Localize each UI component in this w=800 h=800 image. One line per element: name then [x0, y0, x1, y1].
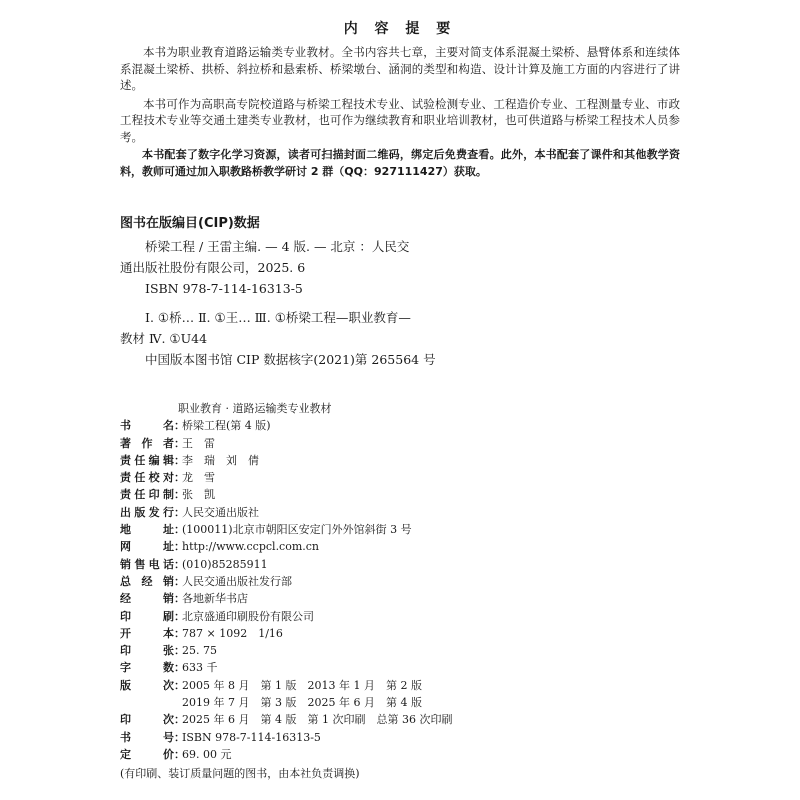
publication-row — [120, 642, 550, 659]
label-colon: ： — [174, 419, 185, 433]
publication-info — [120, 400, 550, 783]
label-colon: ： — [174, 453, 185, 467]
publication-value: 69. 00 元 — [182, 747, 232, 761]
publication-value: http://www.ccpcl.com.cn — [182, 540, 320, 554]
publication-label: 定价 — [120, 747, 174, 761]
publication-value-continued: 2019 年 7 月 第 3 版 2025 年 6 月 第 4 版 — [182, 696, 422, 710]
label-colon: ： — [174, 661, 185, 675]
publication-label: 责任编辑 — [120, 453, 174, 467]
label-colon: ： — [174, 557, 185, 571]
publication-row — [120, 469, 550, 486]
publication-value: 各地新华书店 — [182, 592, 248, 606]
label-colon: ： — [174, 436, 185, 450]
publication-label: 开本 — [120, 626, 174, 640]
summary-title: 内 容 提 要 — [343, 21, 457, 37]
publication-label: 书号 — [120, 730, 174, 744]
label-colon: ： — [174, 678, 185, 692]
summary-paragraph: 本书可作为高职高专院校道路与桥梁工程技术专业、试验检测专业、工程造价专业、工程测量专业、市政工程技术专业等交通土建类专业教材，也可作为继续教育和职业培训教材，也可供道路与桥梁工程技术人员参考。 — [120, 96, 680, 144]
cip-line: 教材 Ⅳ. ①U44 — [120, 331, 208, 346]
publication-value: 王 雷 — [182, 436, 215, 450]
publication-value: 787 × 1092 1/16 — [182, 626, 283, 640]
label-colon: ： — [174, 471, 185, 485]
publication-value: (100011)北京市朝阳区安定门外外馆斜街 3 号 — [182, 523, 412, 537]
label-colon: ： — [174, 747, 185, 761]
publication-label: 责任校对 — [120, 471, 174, 485]
publication-label: 地址 — [120, 523, 174, 537]
publication-label: 著作者 — [120, 436, 174, 450]
series-name: 职业教育 · 道路运输类专业教材 — [178, 402, 332, 415]
publication-row — [120, 486, 550, 503]
publication-value: 2025 年 6 月 第 4 版 第 1 次印刷 总第 36 次印刷 — [182, 713, 453, 727]
cip-block — [120, 236, 540, 370]
publication-value: 李 瑞 刘 倩 — [182, 453, 259, 467]
publication-row — [120, 729, 550, 746]
label-colon: ： — [174, 730, 185, 744]
publication-label: 销售电话 — [120, 557, 174, 571]
publication-label: 版次 — [120, 678, 174, 692]
label-colon: ： — [174, 488, 185, 502]
publication-row — [120, 538, 550, 555]
quality-note: (有印刷、装订质量问题的图书，由本社负责调换) — [120, 767, 360, 781]
cip-line: 中国版本图书馆 CIP 数据核字(2021)第 265564 号 — [145, 352, 436, 367]
publication-value: 25. 75 — [182, 644, 217, 658]
publication-label: 总经销 — [120, 574, 174, 588]
label-colon: ： — [174, 644, 185, 658]
publication-value: 北京盛通印刷股份有限公司 — [182, 609, 314, 623]
publication-row — [120, 504, 550, 521]
publication-label: 印次 — [120, 713, 174, 727]
publication-value: 张 凯 — [182, 488, 215, 502]
label-colon: ： — [174, 505, 185, 519]
summary-section — [120, 44, 680, 182]
publication-row — [120, 556, 550, 573]
publication-row — [120, 521, 550, 538]
publication-row — [120, 746, 550, 763]
publication-value: ISBN 978-7-114-16313-5 — [182, 730, 321, 744]
label-colon: ： — [174, 574, 185, 588]
publication-rows — [120, 417, 550, 763]
publication-label: 书名 — [120, 419, 174, 433]
cip-line: 桥梁工程 / 王雷主编. — 4 版. — 北京 ：人民交 — [145, 239, 410, 254]
publication-row — [120, 677, 550, 694]
publication-row — [120, 590, 550, 607]
publication-row — [120, 417, 550, 434]
publication-label: 责任印制 — [120, 488, 174, 502]
digital-resource-note: 本书配套了数字化学习资源，读者可扫描封面二维码，绑定后免费查看。此外，本书配套了课件和其他教学资料，教师可通过加入职教路桥教学研讨 2 群（QQ：927111427）获取。 — [120, 148, 680, 178]
publication-value: 人民交通出版社发行部 — [182, 574, 292, 588]
publication-value: (010)85285911 — [182, 557, 268, 571]
publication-value: 人民交通出版社 — [182, 505, 259, 519]
publication-row — [120, 608, 550, 625]
cip-line: 通出版社股份有限公司，2025. 6 — [120, 260, 306, 275]
cip-title: 图书在版编目(CIP)数据 — [120, 216, 260, 231]
publication-value: 2005 年 8 月 第 1 版 2013 年 1 月 第 2 版 — [182, 678, 422, 692]
publication-row — [120, 659, 550, 676]
publication-value: 龙 雪 — [182, 471, 215, 485]
cip-line: ISBN 978-7-114-16313-5 — [145, 281, 303, 296]
publication-row — [120, 452, 550, 469]
publication-label: 经销 — [120, 592, 174, 606]
label-colon: ： — [174, 626, 185, 640]
publication-value: 桥梁工程(第 4 版) — [182, 419, 271, 433]
publication-label: 网址 — [120, 540, 174, 554]
publication-row — [120, 625, 550, 642]
label-colon: ： — [174, 592, 185, 606]
publication-label: 字数 — [120, 661, 174, 675]
label-colon: ： — [174, 523, 185, 537]
cip-line: Ⅰ. ①桥… Ⅱ. ①王… Ⅲ. ①桥梁工程—职业教育— — [145, 310, 411, 325]
publication-row — [120, 711, 550, 728]
publication-row — [120, 573, 550, 590]
publication-row — [120, 435, 550, 452]
publication-label: 印张 — [120, 644, 174, 658]
summary-paragraph: 本书为职业教育道路运输类专业教材。全书内容共七章，主要对简支体系混凝土梁桥、悬臂体系和连续体系混凝土梁桥、拱桥、斜拉桥和悬索桥、桥梁墩台、涵洞的类型和构造、设计计算及施工方面的内容进行了讲述。 — [120, 45, 680, 92]
publication-label: 出版发行 — [120, 505, 174, 519]
label-colon: ： — [174, 609, 185, 623]
publication-value: 633 千 — [182, 661, 218, 675]
label-colon: ： — [174, 540, 185, 554]
publication-label: 印刷 — [120, 609, 174, 623]
label-colon: ： — [174, 713, 185, 727]
